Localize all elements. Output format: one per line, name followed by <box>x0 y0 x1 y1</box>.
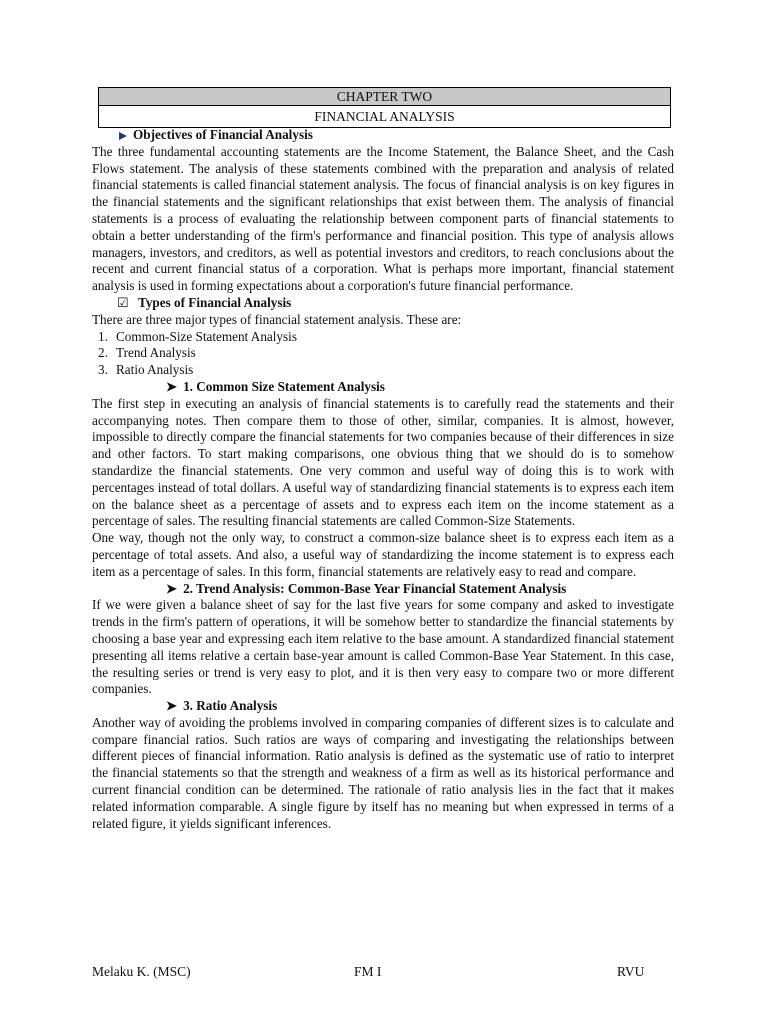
types-list <box>92 329 674 379</box>
arrow-bullet-icon: ➤ <box>166 378 178 394</box>
arrow-bullet-icon: ➤ <box>166 580 178 596</box>
footer-institution: RVU <box>617 964 645 979</box>
footer-course: FM I <box>354 964 382 979</box>
trend-heading: ➤ 2. Trend Analysis: Common-Base Year Financial Statement Analysis <box>166 580 567 596</box>
chapter-title: FINANCIAL ANALYSIS <box>99 106 670 127</box>
chapter-label: CHAPTER TWO <box>99 88 670 106</box>
objectives-heading-text: Objectives of Financial Analysis <box>133 127 313 142</box>
footer-author: Melaku K. (MSC) <box>92 964 191 979</box>
checkbox-icon: ☑ <box>117 294 129 310</box>
common-size-paragraph-1: The first step in executing an analysis of financial statements is to carefully read the statements and their accompanying notes. Then compare them to those of other, similar, companies. It is almost, however, impossible to directly compare the financial statements for two companies because of their differences in size and other factors. To start making comparisons, one obvious thing that we should do is to somehow standardize the financial statements. One very common and useful way of doing this is to work with percentages instead of total dollars. A useful way of standardizing financial statements is to express each item on the balance sheet as a percentage of assets and to express each item on the income statement as a percentage of sales. The resulting financial statements are called Common-Size Statements. <box>92 395 674 529</box>
trend-paragraph: If we were given a balance sheet of say for the last five years for some company and asked to investigate trends in the firm's pattern of operations, it will be somehow better to standardize the financial statements by choosing a base year and expressing each item relative to the base amount. A standardized financial statement presenting all items relative a certain base-year amount is called Common-Base Year Statement. In this case, the resulting series or trend is very easy to plot, and it is then very easy to compare two or more different companies. <box>92 597 674 697</box>
page-footer <box>92 964 652 982</box>
document-body <box>92 127 674 832</box>
objectives-heading <box>119 127 674 144</box>
ratio-paragraph: Another way of avoiding the problems involved in comparing companies of different sizes is to calculate and compare financial ratios. Such ratios are ways of comparing and investigating the relationships between different pieces of financial information. Ratio analysis is defined as the systematic use of ratio to interpret the financial statements so that the strength and weakness of a firm as well as its historical performance and current financial condition can be determined. The rationale of ratio analysis lies in the fact that it makes related information comparable. A single figure by itself has no meaning but when expressed in terms of a related figure, it yields significant inferences. <box>92 714 674 831</box>
arrow-bullet-icon: ➤ <box>166 698 178 714</box>
ratio-heading: ➤ 3. Ratio Analysis <box>166 698 278 714</box>
types-intro: There are three major types of financial statement analysis. These are: <box>92 311 462 327</box>
list-item: 3. Ratio Analysis <box>98 362 194 378</box>
chapter-header-box <box>98 87 671 128</box>
list-item: 1. Common-Size Statement Analysis <box>98 328 297 344</box>
common-size-paragraph-2: One way, though not the only way, to construct a common-size balance sheet is to express each item as a percentage of total assets. And also, a useful way of standardizing the income statement is to express each item as a percentage of sales. In this form, financial statements are relatively easy to read and compare. <box>92 530 674 579</box>
common-size-heading: ➤ 1. Common Size Statement Analysis <box>166 378 385 394</box>
list-item: 2. Trend Analysis <box>98 345 196 361</box>
types-heading <box>117 295 674 312</box>
types-heading-text: Types of Financial Analysis <box>138 294 292 310</box>
triangle-bullet-icon <box>119 132 127 140</box>
objectives-paragraph: The three fundamental accounting statements are the Income Statement, the Balance Sheet, and the Cash Flows statement. The analysis of these statements combined with the preparation and analysis of related financial statements is called financial statement analysis. The focus of financial analysis is on key figures in the financial statements and the significant relationships that exist between them. The analysis of financial statements is a process of evaluating the relationship between component parts of financial statements to obtain a better understanding of the firm's performance and financial position. This type of analysis allows managers, investors, and creditors, as well as potential investors and creditors, to reach conclusions about the recent and current financial status of a corporation. What is perhaps more important, financial statement analysis is used in forming expectations about a corporation's future financial performance. <box>92 143 674 294</box>
